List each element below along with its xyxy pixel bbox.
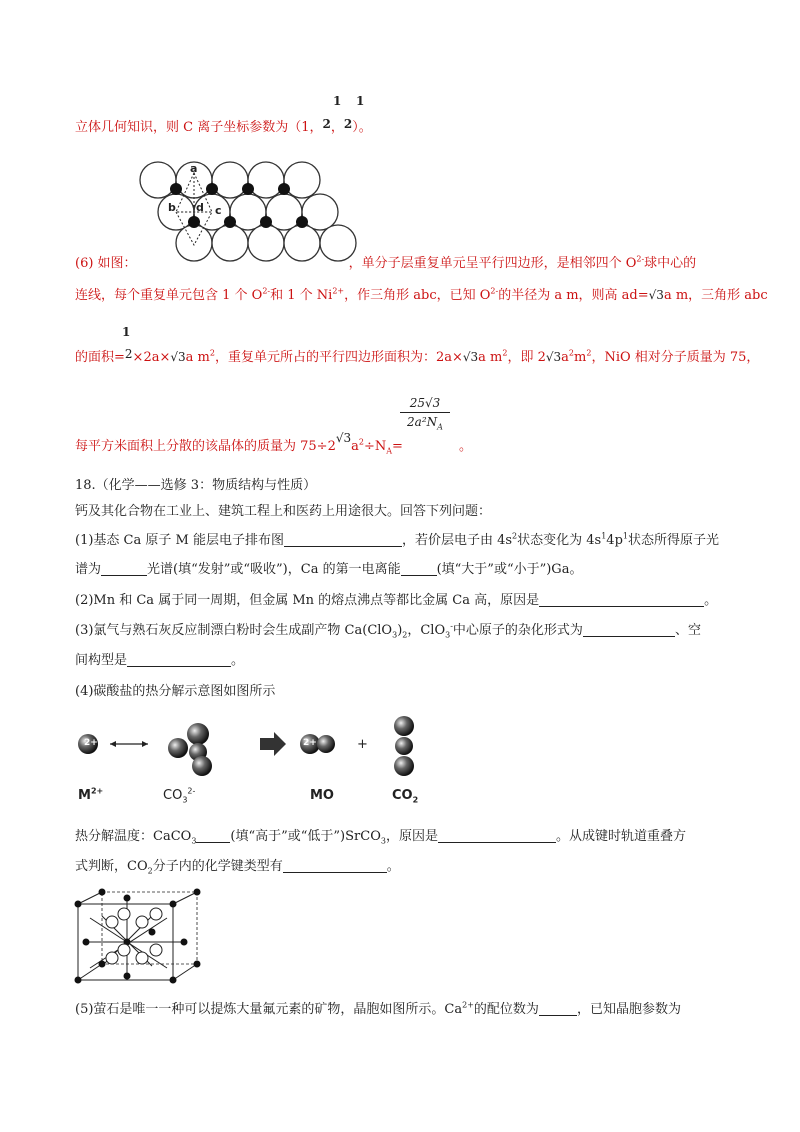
t: (3)氯气与熟石灰反应制漂白粉时会生成副产物 Ca(ClO [75,623,393,638]
t: (5)萤石是唯一一种可以提炼大量氟元素的矿物，晶胞如图所示。Ca [75,1002,463,1017]
answer-blank[interactable] [583,622,675,637]
t: a m，三角形 abc [663,288,768,303]
sup: 1 [601,531,607,541]
answer-blank[interactable] [539,1001,577,1016]
q4-title: (4)碳酸盐的热分解示意图如图所示 [75,684,276,699]
sup: 2 [502,348,508,358]
fluorite-unit-cell-diagram [72,888,202,988]
t: 间构型是 [75,653,128,668]
answer-text: 立体几何知识，则 C 离子坐标参数为（1， [75,120,323,135]
sub: 3 [392,630,398,640]
part6-prefix: (6) 如图： [75,256,137,271]
sup: 2 [586,348,592,358]
t: ×2a× [132,350,171,365]
sup: 2+ [90,786,104,796]
sup: 2- [636,254,645,264]
t: M [78,788,91,803]
q4-line1 [75,828,686,846]
t: 。 [231,653,245,668]
t: 连线，每个重复单元包含 1 个 O [75,288,263,303]
half-denominator: 2 [124,347,133,361]
answer-end: ）。 [352,120,372,135]
t: ，NiO 相对分子质量为 75， [591,350,760,365]
t: a m [478,350,503,365]
label-co2 [392,788,418,803]
t: 状态所得原子光 [627,533,719,548]
frac1-denominator: 2 [322,117,331,131]
sup: 2- [187,786,196,796]
t: 、空 [674,623,701,638]
frac1-numerator: 1 [333,94,342,108]
answer-blank[interactable] [283,858,387,873]
t: ，即 2 [507,350,546,365]
sqrt3: √3 [648,288,664,302]
t: ) [397,623,403,638]
t: ，若价层电子由 4s [401,533,513,548]
part6-line1-text: ，单分子层重复单元呈平行四边形，是相邻四个 O [348,256,637,271]
t: a [561,350,569,365]
part5-answer-line [75,118,372,137]
answer-blank[interactable] [101,561,147,576]
sup: 2+ [332,286,345,296]
t: ÷N [363,439,387,454]
t: 。从成键时轨道重叠方 [555,829,686,844]
sub: 2 [412,795,419,805]
sub: 3 [191,836,197,846]
t: 的半径为 a m，则高 ad= [498,288,649,303]
t: a m [185,350,210,365]
q1-line2 [75,561,582,579]
part6-line1-tail: 球中心的 [644,256,697,271]
label-mo: MO [310,788,334,803]
answer-blank[interactable] [438,828,556,843]
sub: 3 [445,630,451,640]
sqrt3: √3 [462,350,479,364]
part6-line2 [75,286,768,305]
t: 。 [458,439,472,454]
t: 和 1 个 Ni [270,288,333,303]
t: 谱为 [75,562,102,577]
sup: 2- [490,286,499,296]
t: 的配位数为 [473,1002,539,1017]
t: 分子内的化学键类型有 [152,859,283,874]
sup: 1 [622,531,628,541]
t: 式判断，CO [75,859,148,874]
label-b: b [168,201,176,214]
ion-label: 2+ [303,738,317,748]
t: 。 [386,859,400,874]
t: 每平方米面积上分散的该晶体的质量为 75÷2 [75,439,336,454]
sup: - [450,621,453,631]
sub: A [437,422,443,432]
t: CO [163,788,183,803]
sub: 2 [402,630,408,640]
carbonate-decomposition-diagram [72,714,432,784]
t: (2)Mn 和 Ca 属于同一周期，但金属 Mn 的熔点沸点等都比金属 Ca 高，原因是 [75,593,540,608]
frac2-denominator: 2 [343,117,353,131]
t: ，重复单元所占的平行四边形面积为：2a× [214,350,463,365]
q5-line [75,1001,681,1019]
answer-blank[interactable] [539,592,704,607]
t: a [351,439,359,454]
t: 热分解温度：CaCO [75,829,192,844]
sup: 2 [568,348,575,358]
t: = [392,439,403,454]
ion-label: 2+ [84,738,98,748]
part6-line1 [75,255,696,273]
t: 状态变化为 4s [517,533,602,548]
sub: 2 [147,866,153,876]
label-m2plus [78,788,103,803]
t: 中心原子的杂化形式为 [452,623,583,638]
t: 4p [606,533,623,548]
sup: 2 [512,531,518,541]
separator: ， [330,120,344,135]
sqrt3: √3 [335,431,352,445]
t: 。 [704,593,718,608]
sqrt3: √3 [545,350,562,364]
fraction-numerator: 25√3 [400,396,450,413]
sup: 2 [358,437,364,447]
t: ，已知晶胞参数为 [576,1002,681,1017]
q18-title: 18.（化学——选修 3：物质结构与性质） [75,478,317,493]
q3-line2 [75,652,244,670]
half-numerator: 1 [122,325,131,339]
answer-blank[interactable] [127,652,231,667]
t: (填“高于”或“低于”)SrCO [230,829,381,844]
label-a: a [190,162,198,175]
label-co3 [163,788,195,803]
q3-line1 [75,622,701,640]
q18-intro: 钙及其化合物在工业上、建筑工程上和医药上用途很大。回答下列问题： [75,504,492,519]
sup: 2- [262,286,271,296]
t: 的面积= [75,350,125,365]
sub: A [386,446,393,456]
t: 2a²N [407,415,438,429]
label-d: d [196,201,204,214]
sup: 2 [209,348,215,358]
q1-line1 [75,532,719,550]
t: CO [392,788,413,803]
frac2-numerator: 1 [356,94,365,108]
t: (1)基态 Ca 原子 M 能层电子排布图 [75,533,284,548]
answer-blank[interactable] [401,561,437,576]
t: ，ClO [407,623,446,638]
mass-fraction [400,396,450,432]
sqrt3: √3 [170,350,186,364]
fraction-denominator [400,413,450,432]
answer-blank[interactable] [284,532,402,547]
t: ，作三角形 abc，已知 O [344,288,491,303]
t: ，原因是 [385,829,438,844]
part6-line4 [75,431,472,456]
answer-blank[interactable] [196,828,230,843]
plus-sign: + [357,737,368,752]
part6-line3 [75,348,759,367]
label-c: c [215,204,222,217]
sub: 3 [380,836,386,846]
t: (填“大于”或“小于”)Ga。 [436,562,583,577]
sup: 2+ [462,1000,474,1010]
sub: 3 [182,795,188,805]
q2-line [75,592,717,610]
t: m [574,350,587,365]
q4-line2 [75,858,400,876]
t: 光谱(填“发射”或“吸收”)，Ca 的第一电离能 [147,562,401,577]
